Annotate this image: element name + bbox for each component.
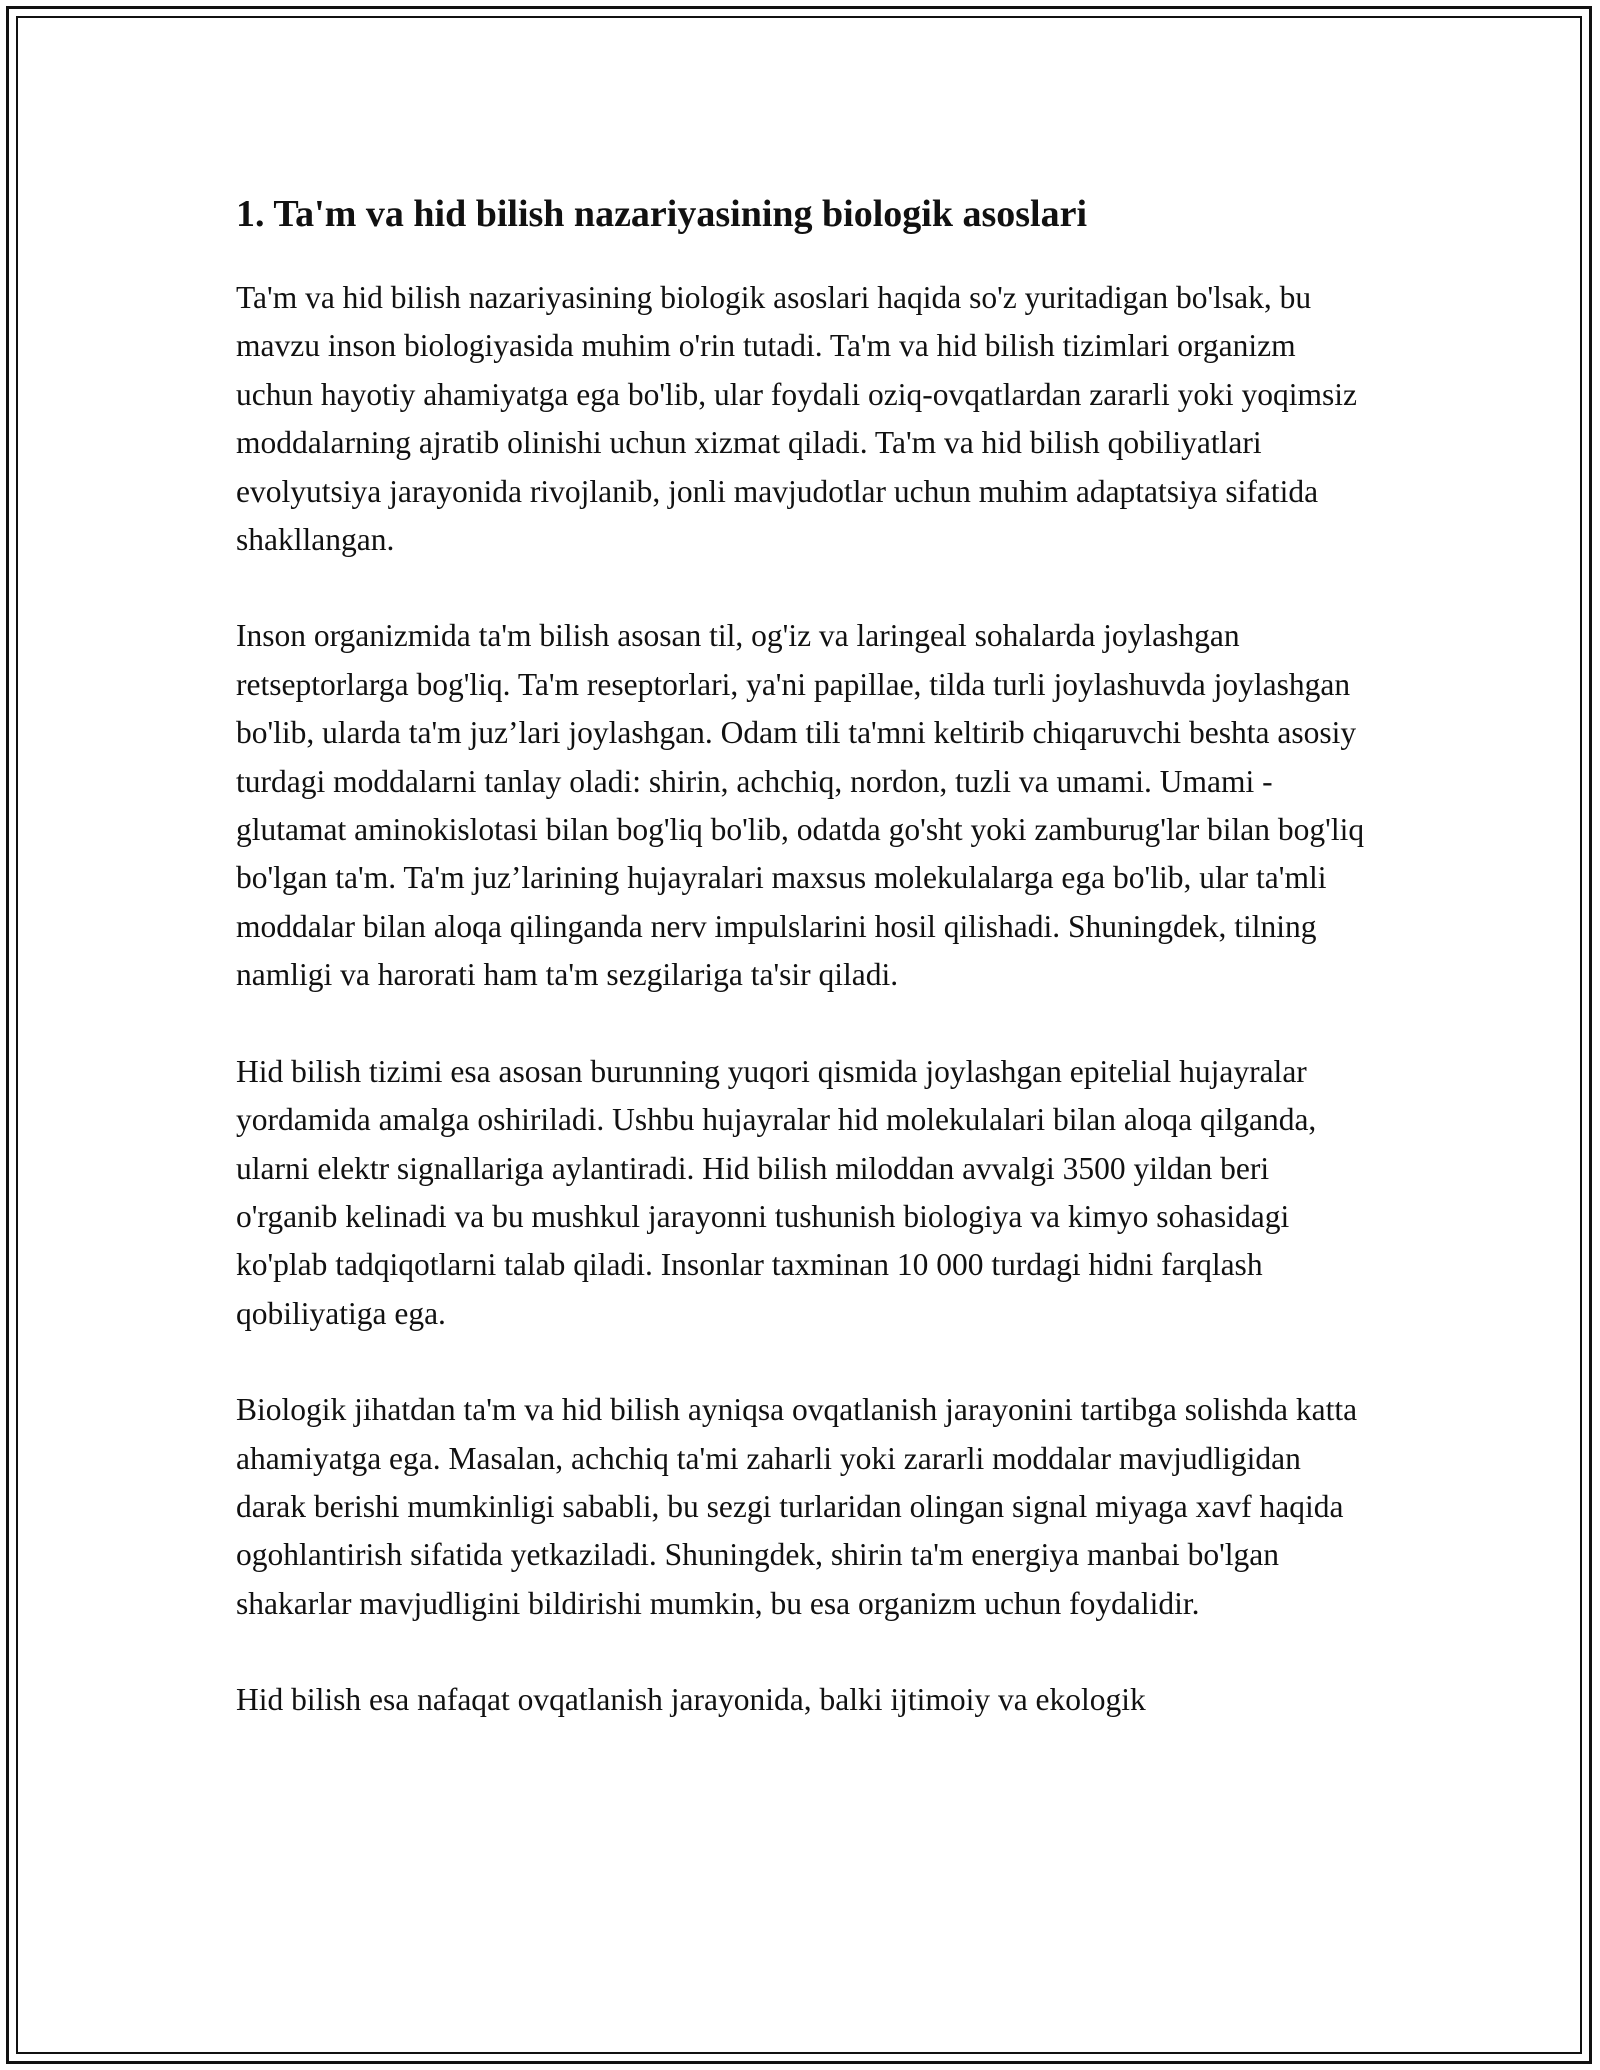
paragraph-1: Ta'm va hid bilish nazariyasining biologik asoslari haqida so'z yuritadigan bo'lsak, bu mavzu inson biologiyasida muhim o'rin tutadi. Ta'm va hid bilish tizimlari organizm uchun hayotiy ahamiyatga ega bo'lib, ular foydali oziq-ovqatlardan zararli yoki yoqimsiz moddalarning ajratib olinishi uchun xizmat qiladi. Ta'm va hid bilish qobiliyatlari evolyutsiya jarayonida rivojlanib, jonli mavjudotlar uchun muhim adaptatsiya sifatida shakllangan. [236, 280, 1357, 558]
section-heading: 1. Ta'm va hid bilish nazariyasining biologik asoslari [236, 193, 1088, 235]
paragraph-5: Hid bilish esa nafaqat ovqatlanish jarayonida, balki ijtimoiy va ekologik [236, 1682, 1146, 1718]
paragraph-4: Biologik jihatdan ta'm va hid bilish ayniqsa ovqatlanish jarayonini tartibga solishda katta ahamiyatga ega. Masalan, achchiq ta'mi zaharli yoki zararli moddalar mavjudligidan darak berishi mumkinligi sababli, bu sezgi turlaridan olingan signal miyaga xavf haqida ogohlantirish sifatida yetkaziladi. Shuningdek, shirin ta'm energiya manbai bo'lgan shakarlar mavjudligini bildirishi mumkin, bu esa organizm uchun foydalidir. [236, 1392, 1358, 1621]
paragraph-3: Hid bilish tizimi esa asosan burunning yuqori qismida joylashgan epitelial hujayralar yordamida amalga oshiriladi. Ushbu hujayralar hid molekulalari bilan aloqa qilganda, ularni elektr signallariga aylantiradi. Hid bilish miloddan avvalgi 3500 yildan beri o'rganib kelinadi va bu mushkul jarayonni tushunish biologiya va kimyo sohasidagi ko'plab tadqiqotlarni talab qiladi. Insonlar taxminan 10 000 turdagi hidni farqlash qobiliyatiga ega. [236, 1053, 1317, 1331]
paragraph-2: Inson organizmida ta'm bilish asosan til, og'iz va laringeal sohalarda joylashgan retseptorlarga bog'liq. Ta'm reseptorlari, ya'ni papillae, tilda turli joylashuvda joylashgan bo'lib, ularda ta'm juz’lari joylashgan. Odam tili ta'mni keltirib chiqaruvchi beshta asosiy turdagi moddalarni tanlay oladi: shirin, achchiq, nordon, tuzli va umami. Umami - glutamat aminokislotasi bilan bog'liq bo'lib, odatda go'sht yoki zamburug'lar bilan bog'liq bo'lgan ta'm. Ta'm juz’larining hujayralari maxsus molekulalarga ega bo'lib, ular ta'mli moddalar bilan aloqa qilinganda nerv impulslarini hosil qilishadi. Shuningdek, tilning namligi va harorati ham ta'm sezgilariga ta'sir qiladi. [236, 618, 1365, 993]
document-body [236, 188, 1366, 1773]
